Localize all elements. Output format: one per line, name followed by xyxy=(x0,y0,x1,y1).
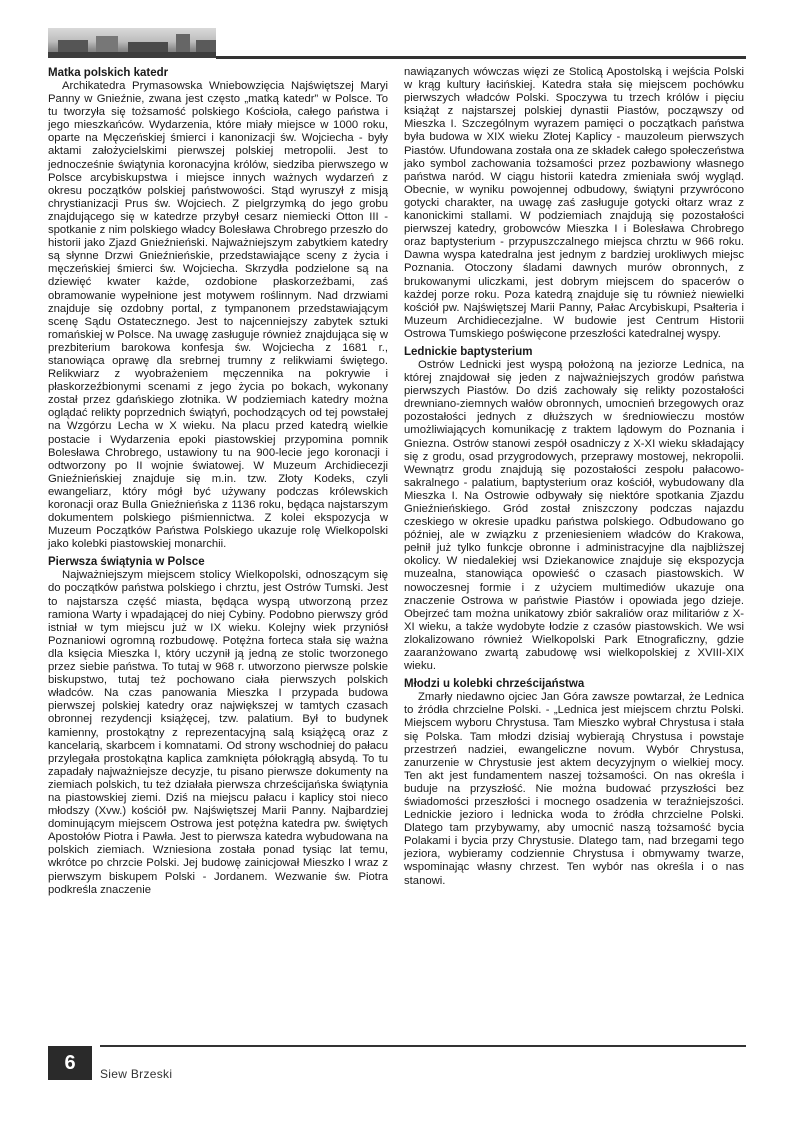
left-column xyxy=(48,66,388,897)
right-column xyxy=(404,66,744,888)
section-title: Lednickie baptysterium xyxy=(404,345,533,358)
footer-rule xyxy=(100,1045,746,1047)
section-paragraph: Zmarły niedawno ojciec Jan Góra zawsze powtarzał, że Lednica to źródła chrzcielne Polski. - „Lednica jest miejscem chrztu Polski. Miejscem wyboru Chrystusa. Tam Mieszko wybrał Chrystusa i stała się Polska. Tam młodzi dzisiaj wybierają Chrystusa i powstaje przestrzeń nadziei, ewangeliczne novum. Wybór Chrystusa, zanurzenie w Chrystusie jest aktem decyzyjnym o wielkiej mocy. Ten akt jest fundamentem naszej tożsamości. On nas określa i buduje na przyszłość. Nie można budować przyszłości bez świadomości przeszłości i mocnego osadzenia w teraźniejszości. Lednickie jezioro i lednicka woda to źródła chrzcielne Polski. Dlatego tam przybywamy, aby umocnić naszą tożsamość bycia Polakami i bycia przy Chrystusie. Dlatego tam, nad brzegami tego jeziora, wybieramy codziennie Chrystusa i obmywamy twarze, wspominając własny chrzest. Ten wybór nas określa i o nas stanowi. xyxy=(404,691,744,887)
magazine-name: Siew Brzeski xyxy=(100,1067,173,1081)
section-title: Pierwsza świątynia w Polsce xyxy=(48,556,205,569)
section-paragraph: Najważniejszym miejscem stolicy Wielkopolski, odnoszącym się do początków państwa polskiego i chrztu, jest Ostrów Tumski. Jest to najstarsza część miasta, będąca wyspą utworzoną przez ramiona Warty i wpadającej do niej Cybiny. Podobno pierwszy gród istniał w tym miejscu już w IX wieku. Kolejny wiek przyniósł Poznaniowi ogromną rozbudowę. Potężna forteca stała się ważna dla księcia Mieszka I, który uczynił ją jedną ze stolic tworzonego przez siebie państwa. To tutaj w 968 r. utworzono pierwsze polskie biskupstwo, tutaj też pochowano ciała pierwszych polskich władców. Na czas panowania Mieszka I przypada budowa pierwszej polskiej katedry oraz największej w tamtych czasach obronnej rezydencji książęcej, tzw. palatium. Był to budynek kamienny, prostokątny z reprezentacyjną salą książęcą oraz z kancelarią, skarbcem i komnatami. Od strony wschodniej do pałacu przylegała prostokątna kaplica zamknięta półokrągłą absydą. To tu zapadały najważniejsze decyzje, tu pisano pierwsze dokumenty na ziemiach polskich, tu też działała pierwsza chrześcijańska świątynia na piastowskiej ziemi. Dziś na miejscu pałacu i kaplicy stoi nieco młodszy (Xvw.) kościół pw. Najświętszej Marii Panny. Najbardziej dominującym miejscem Ostrowa jest potężna katedra pw. świętych Apostołów Piotra i Pawła. Jest to pierwsza katedra wybudowana na polskich ziemiach. Wzniesiona została ponad tysiąc lat temu, wkrótce po chrzcie Polski. Jej budowę zainicjował Mieszko I wraz z pierwszym biskupem Polski - Jordanem. Wezwanie św. Piotra podkreśla znaczenie xyxy=(48,569,388,896)
section-title: Matka polskich katedr xyxy=(48,67,169,79)
section-paragraph: Ostrów Lednicki jest wyspą położoną na jeziorze Lednica, na której znajdował się jeden z najważniejszych grodów państwa pierwszych Piastów. Do dziś zachowały się relikty pozostałości drewniano-ziemnych wałów obronnych, umocnień brzegowych oraz pozostałości jednych z dłuższych w średniowieczu mostów umożliwiających komunikację z traktem lądowym do Poznania i Gniezna. Ostrów stanowi zespół osadniczy z X-XI wieku składający się z grodu, osad przygrodowych, przeprawy mostowej, nekropolii. Wewnątrz grodu znajdują się pozostałości zespołu pałacowo-sakralnego - palatium, baptysterium oraz kościół, wybudowany dla Mieszka I. Na Ostrowie odbywały się niektóre spotkania Zjazdu Gnieźnieńskiego. Gród został zniszczony podczas najazdu czeskiego w okresie upadku państwa polskiego. Odbudowano go później, ale w związku z przeniesieniem władców do Krakowa, pełnił już tylko funkcje obronne i administracyjne dla najbliższej okolicy. W niedalekiej wsi Dziekanowice znajduje się ekspozycja muzealna, stanowiąca opowieść o czasach piastowskich. W nowoczesnej formie i z użyciem multimediów ukazuje ona znaczenie Ostrowa w państwie Piastów i opowiada jego dzieje. Obejrzeć tam można unikatowy zbiór sakraliów oraz militariów z X-XI wieku, a także wydobyte łodzie z czasów piastowskich. We wsi zlokalizowano również Wielkopolski Park Etnograficzny, gdzie zaaranżowano zwartą zabudowę wsi wielkopolskiej z XVIII-XIX wieku. xyxy=(404,358,744,673)
header-photo xyxy=(48,28,216,58)
section-title: Młodzi u kolebki chrześcijaństwa xyxy=(404,678,585,691)
section-paragraph-continued: nawiązanych wówczas więzi ze Stolicą Apostolską i wejścia Polski w krąg kultury łacińskiej. Katedra stała się miejscem pochówku pierwszych władców Polski. Spoczywa tu trzech królów i pięciu książąt z najstarszej polskiej dynastii Piastów, począwszy od Mieszka I. Szczególnym wyrazem pamięci o początkach państwa była budowa w XIX wieku Złotej Kaplicy - mauzoleum pierwszych Piastów. Ufundowana została ona ze składek całego społeczeństwa jako symbol zachowania tożsamości przez pozbawiony własnego państwa naród. W ciągu historii katedra zmieniała swój wygląd. Obecnie, w wyniku powojennej odbudowy, świątyni przywrócono gotycki charakter, na uwagę zaś zasługuje gotycki ołtarz wraz z kanonickimi stallami. W podziemiach znajdują się pozostałości pierwszej katedry, grobowców Mieszka I i Bolesława Chrobrego oraz baptysterium - przypuszczalnego miejsca chrztu w 966 roku. Dawna wyspa katedralna jest jednym z bardziej urokliwych miejsc Poznania. Otoczony śladami dawnych murów obronnych, z brukowanymi uliczkami, jest dobrym miejscem do spacerów o każdej porze roku. Poza katedrą znajduje się tu również niewielki kościół pw. Najświętszej Marii Panny, Pałac Arcybiskupi, Psałteria i Muzeum Archidiecezjalne. W budowie jest Centrum Historii Ostrowa Tumskiego poświęcone przeszłości katedralnej wyspy. xyxy=(404,66,744,340)
header-rule xyxy=(216,56,746,59)
page-number: 6 xyxy=(48,1046,92,1080)
section-paragraph: Archikatedra Prymasowska Wniebowzięcia Najświętszej Maryi Panny w Gnieźnie, zwana jest często „matką katedr” w Polsce. To tu tworzyła się tożsamość polskiego Kościoła, całego państwa i jego mieszkańców. Wydarzenia, które miały miejsce w 1000 roku, oparte na Męczeńskiej śmierci i kanonizacji św. Wojciecha - były aktami założycielskimi pierwszej polskiej metropolii. Jest to jednocześnie świątynia koronacyjna królów, siedziba pierwszego w Polsce arcybiskupstwa i miejsce innych ważnych wydarzeń z okresu początków polskiej państwowości. Stąd wyruszył z misją chrystianizacji Prus św. Wojciech. Z pielgrzymką do jego grobu znajdującego się w katedrze przybył cesarz niemiecki Otton III - spotkanie z nim polskiego władcy Bolesława Chrobrego przeszło do historii jako Zjazd Gnieźnieński. Najważniejszym zabytkiem katedry są słynne Drzwi Gnieźnieńskie, przedstawiające sceny z życia i męczeńskiej śmierci św. Wojciecha. Skrzydła podzielone są na dziewięć kwater każde, ozdobione płaskorzeźbami, zaś obramowanie wypełnione jest motywem roślinnym. Nad drzwiami znajduje się ozdobny portal, z tympanonem przedstawiającym scenę Sądu Ostatecznego. Jest to najcenniejszy zabytek sztuki romańskiej w Polsce. Na uwagę zasługuje również znajdująca się w prezbiterium barokowa konfesja św. Wojciecha z 1681 r., stanowiąca oprawę dla srebrnej trumny z relikwiami świętego. Relikwiarz z wyobrażeniem męczennika na pokrywie i płaskorzeźbionymi scenami z jego życia po bokach, wykonany został przez gdańskiego złotnika. W podziemiach katedry można oglądać relikty poprzednich świątyń, pochodzących od tej powstałej na Wzgórzu Lecha w X wieku. Na placu przed katedrą wielkie postacie i Wydarzenia epoki piastowskiej przypomina pomnik Bolesława Chrobrego, ustawiony tu na 900-lecie jego koronacji i odtworzony po II wojnie światowej. W Muzeum Archidiecezji Gnieźnieńskiej znajduje się m.in. tzw. Złoty Kodeks, czyli ewangeliarz, który mógł być używany podczas królewskich koronacji oraz Bulla Gnieźnieńska z 1136 roku, będąca najstarszym dokumentem polskiego piśmiennictwa. Z kolei ekspozycja w Muzeum Początków Państwa Polskiego ukazuje rolę Wielkopolski jako kolebki piastowskiej monarchii. xyxy=(48,80,388,551)
